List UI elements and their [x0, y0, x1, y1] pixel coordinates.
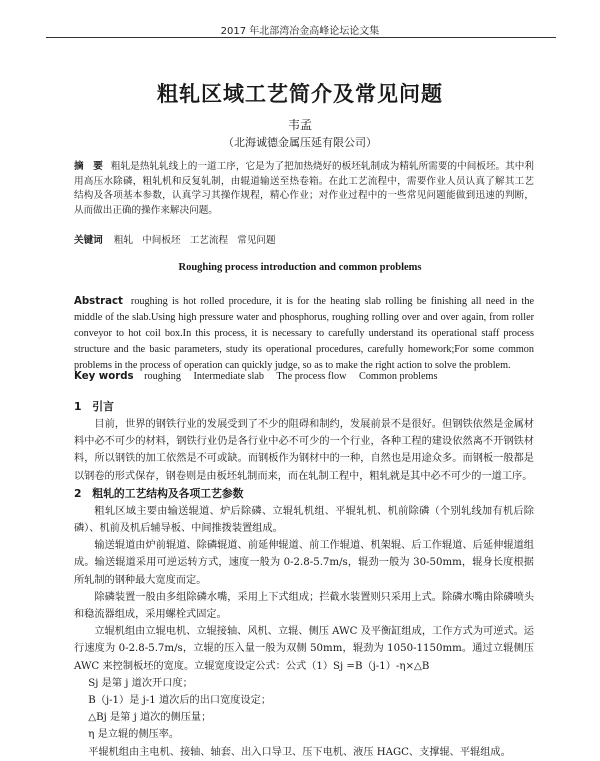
abstract-zh-text: 粗轧是热轧轧线上的一道工序，它是为了把加热烧好的板坯轧制成为精轧所需要的中间板坯。其中利用高压水除磷，粗轧机和反复轧制，由辊道输送至热卷箱。在此工艺流程中，需要作业人员认真了解其工艺结构及各项基本参数，认真学习其操作规程，精心作业；对作业过程中的一些常见问题能做到迅速的判断，从而做出正确的操作来解决问题。	[74, 161, 535, 216]
formula-definition: B（j-1）是 j-1 道次后的出口宽度设定；	[88, 695, 272, 707]
formula-definition: Sj 是第 j 道次开口度；	[88, 677, 193, 689]
keywords-zh-label: 关键词	[74, 235, 103, 246]
abstract-en	[74, 294, 534, 374]
section-2-heading: 2 粗轧的工艺结构及各项工艺参数	[74, 486, 244, 500]
body-text	[74, 398, 534, 761]
keyword-zh: 粗轧	[113, 235, 134, 246]
keyword-zh: 常见问题	[237, 235, 276, 246]
abstract-en-text: roughing is hot rolled procedure, it is for the heating slab rolling be finishing all need in the middle of the slab.Using high pressure water and phosphorus, roughing rolling over and over again, from roller conveyor to hot coil box.In this process, it is necessary to carefully understand its operational staff process structure and the basic parameters, study its operational procedures, carefully homework;For some common problems in the process of operation can quickly judge, so as to make the right action to solve the problem.	[74, 296, 534, 371]
section-2-paragraph: 除磷装置一般由多组除磷水嘴，采用上下式组成；拦截水装置则只采用上式。除磷水嘴由除磷喷头和稳流器组成，采用螺栓式固定。	[74, 591, 534, 621]
abstract-zh-label: 摘 要	[74, 161, 103, 172]
paper-title: 粗轧区域工艺简介及常见问题	[157, 82, 443, 106]
abstract-zh	[74, 160, 534, 218]
section-2-paragraph: 粗轧区域主要由输送辊道、炉后除磷、立辊轧机组、平辊轧机、机前除磷（个别轧线加有机后除磷）、机前及机后辅导板、中间推拨装置组成。	[74, 505, 534, 535]
keyword-en: Common problems	[359, 371, 438, 382]
author: 韦孟	[287, 118, 312, 132]
section-2-paragraph: 立辊机组由立辊电机、立辊接轴、风机、立辊、侧压 AWC 及平衡缸组成，工作方式为可逆式。运行速度为 0-2.8-5.7m/s，立辊的压入量一般为双侧 50mm，辊劲为 1050-1150mm。通过立辊侧压 AWC 来控制板坯的宽度。立辊宽度设定公式：公式（1）Sj =B（j-1）-η×△B	[74, 626, 534, 672]
header-rule	[46, 37, 556, 38]
section-2-paragraph: 输送辊道由炉前辊道、除磷辊道、前延伸辊道、前工作辊道、机架辊、后工作辊道、后延伸辊道组成。输送辊道采用可逆运转方式，速度一般为 0-2.8-5.7m/s，辊劲一般为 30-50mm，辊身长度根据所轧制的钢种最大宽度而定。	[74, 540, 534, 586]
running-header: 2017 年北部湾冶金高峰论坛论文集	[220, 26, 380, 37]
keywords-en-label: Key words	[74, 371, 134, 382]
keyword-zh: 工艺流程	[189, 235, 229, 246]
keyword-zh: 中间板坯	[142, 235, 181, 246]
keywords-en	[74, 371, 534, 382]
abstract-en-label: Abstract	[74, 296, 123, 307]
section-1-paragraph: 目前，世界的钢铁行业的发展受到了不少的阻碍和制约，发展前景不是很好。但钢铁依然是金属材料中必不可少的材料，钢铁行业仍是各行业中必不可少的一个行业，各种工程的建设依然离不开钢铁材料，所以钢铁的加工依然是不可或缺。而钢板作为钢材中的一种，自然也是用途众多。而钢板一般都是以钢卷的形式保存，钢卷则是由板坯轧制而来，而在轧制工程中，粗轧就是其中必不可少的一道工序。	[74, 419, 534, 482]
keyword-en: The process flow	[276, 371, 347, 382]
keywords-zh	[74, 232, 534, 246]
english-title: Roughing process introduction and common problems	[178, 262, 422, 273]
formula-definition: △Bj 是第 j 道次的侧压量；	[88, 712, 212, 724]
formula-definition: η 是立辊的侧压率。	[88, 729, 180, 741]
section-2-paragraph: 平辊机组由主电机、接轴、轴套、出入口导卫、压下电机、液压 HAGC、支撑辊、平辊组成。	[88, 746, 511, 758]
keyword-en: Intermediate slab	[193, 371, 264, 382]
section-1-heading: 1 引言	[74, 400, 114, 413]
affiliation: （北海诚德金属压延有限公司）	[223, 136, 377, 149]
keyword-en: roughing	[144, 371, 181, 382]
